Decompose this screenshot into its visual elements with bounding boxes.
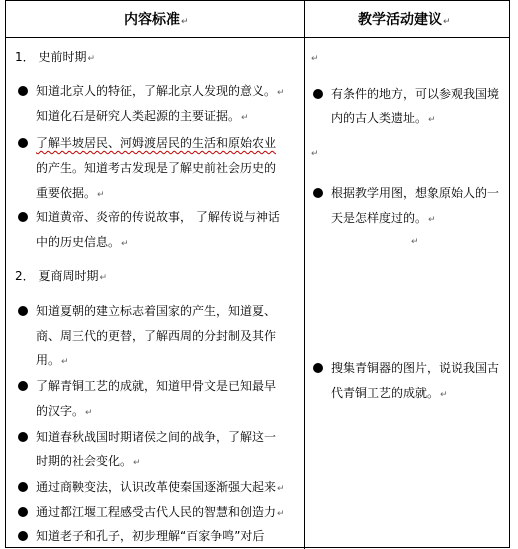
- left-line: 商、周三代的更替，了解西周的分封制及其作: [36, 329, 277, 343]
- column-divider: [304, 1, 305, 549]
- header-divider: [6, 37, 509, 38]
- left-line: 中的历史信息。↵: [36, 235, 129, 249]
- paragraph-mark-icon: ↵: [311, 54, 319, 64]
- right-line: 搜集青铜器的图片，说说我国古: [331, 361, 500, 375]
- bullet-icon: [18, 86, 28, 96]
- bullet-icon: [18, 482, 28, 492]
- right-line: 根据教学用图，想象原始人的一: [331, 186, 500, 200]
- bullet-icon: [313, 363, 323, 373]
- left-line: 通过商鞅变法，认识改革使秦国逐渐强大起来↵: [36, 480, 285, 494]
- left-line: 重要依据。↵: [36, 186, 105, 200]
- header-content-standard: [124, 9, 189, 29]
- bullet-icon: [18, 381, 28, 391]
- header-right-text: 教学活动建议: [358, 12, 442, 28]
- right-line: 天是怎样度过的。↵: [331, 211, 436, 225]
- left-line: 了解青铜工艺的成就，知道甲骨文是已知最早: [36, 379, 277, 393]
- header-left-text: 内容标准: [124, 12, 180, 28]
- header-activity-suggestions: [358, 9, 451, 29]
- paragraph-mark-icon: ↵: [411, 237, 419, 247]
- paragraph-mark-icon: ↵: [97, 190, 105, 200]
- left-line: 知道化石是研究人类起源的主要证据。↵: [36, 109, 249, 123]
- content-table: [5, 0, 510, 548]
- paragraph-mark-icon: ↵: [277, 484, 285, 494]
- bullet-icon: [313, 188, 323, 198]
- bullet-icon: [18, 306, 28, 316]
- paragraph-mark-icon: ↵: [428, 115, 436, 125]
- paragraph-mark-icon: ↵: [241, 113, 249, 123]
- paragraph-mark-icon: ↵: [85, 408, 93, 418]
- bullet-icon: [18, 432, 28, 442]
- bullet-icon: [18, 507, 28, 517]
- paragraph-mark-icon: ↵: [277, 88, 285, 98]
- paragraph-mark-icon: ↵: [61, 357, 69, 367]
- left-line: 知道夏朝的建立标志着国家的产生，知道夏、: [36, 304, 277, 318]
- right-line: 代青铜工艺的成就。↵: [331, 386, 448, 400]
- bullet-icon: [18, 531, 28, 541]
- left-line: 时期的社会变化。↵: [36, 454, 141, 468]
- bullet-icon: [18, 212, 28, 222]
- left-line: 通过都江堰工程感受古代人民的智慧和创造力↵: [36, 505, 285, 519]
- left-line: 了解半坡居民、河姆渡居民的生活和原始农业: [36, 136, 277, 150]
- left-line: 知道老子和孔子，初步理解“百家争鸣”对后: [36, 529, 265, 543]
- paragraph-mark-icon: ↵: [133, 458, 141, 468]
- left-line: 知道北京人的特征，了解北京人发现的意义。↵: [36, 84, 285, 98]
- paragraph-mark-icon: ↵: [277, 509, 285, 519]
- left-line: 的产生。知道考古发现是了解史前社会历史的: [36, 161, 277, 175]
- paragraph-mark-icon: ↵: [440, 390, 448, 400]
- left-line: 知道春秋战国时期诸侯之间的战争，了解这一: [36, 430, 277, 444]
- left-line: 知道黄帝、炎帝的传说故事， 了解传说与神话: [36, 210, 280, 224]
- paragraph-mark-icon: ↵: [99, 273, 107, 283]
- paragraph-mark-icon: ↵: [87, 54, 95, 64]
- bullet-icon: [313, 89, 323, 99]
- right-line: 内的古人类遗址。↵: [331, 111, 436, 125]
- paragraph-mark-icon: ↵: [181, 17, 189, 27]
- section-heading-prehistoric: 1． 史前时期↵: [15, 50, 95, 64]
- bullet-icon: [18, 138, 28, 148]
- right-line: 有条件的地方，可以参观我国境: [331, 87, 500, 101]
- paragraph-mark-icon: ↵: [443, 17, 451, 27]
- left-line: 用。↵: [36, 353, 69, 367]
- section-heading-xia-shang-zhou: 2． 夏商周时期↵: [15, 269, 107, 283]
- paragraph-mark-icon: ↵: [121, 239, 129, 249]
- paragraph-mark-icon: ↵: [311, 149, 319, 159]
- left-line: 的汉字。↵: [36, 404, 93, 418]
- paragraph-mark-icon: ↵: [428, 215, 436, 225]
